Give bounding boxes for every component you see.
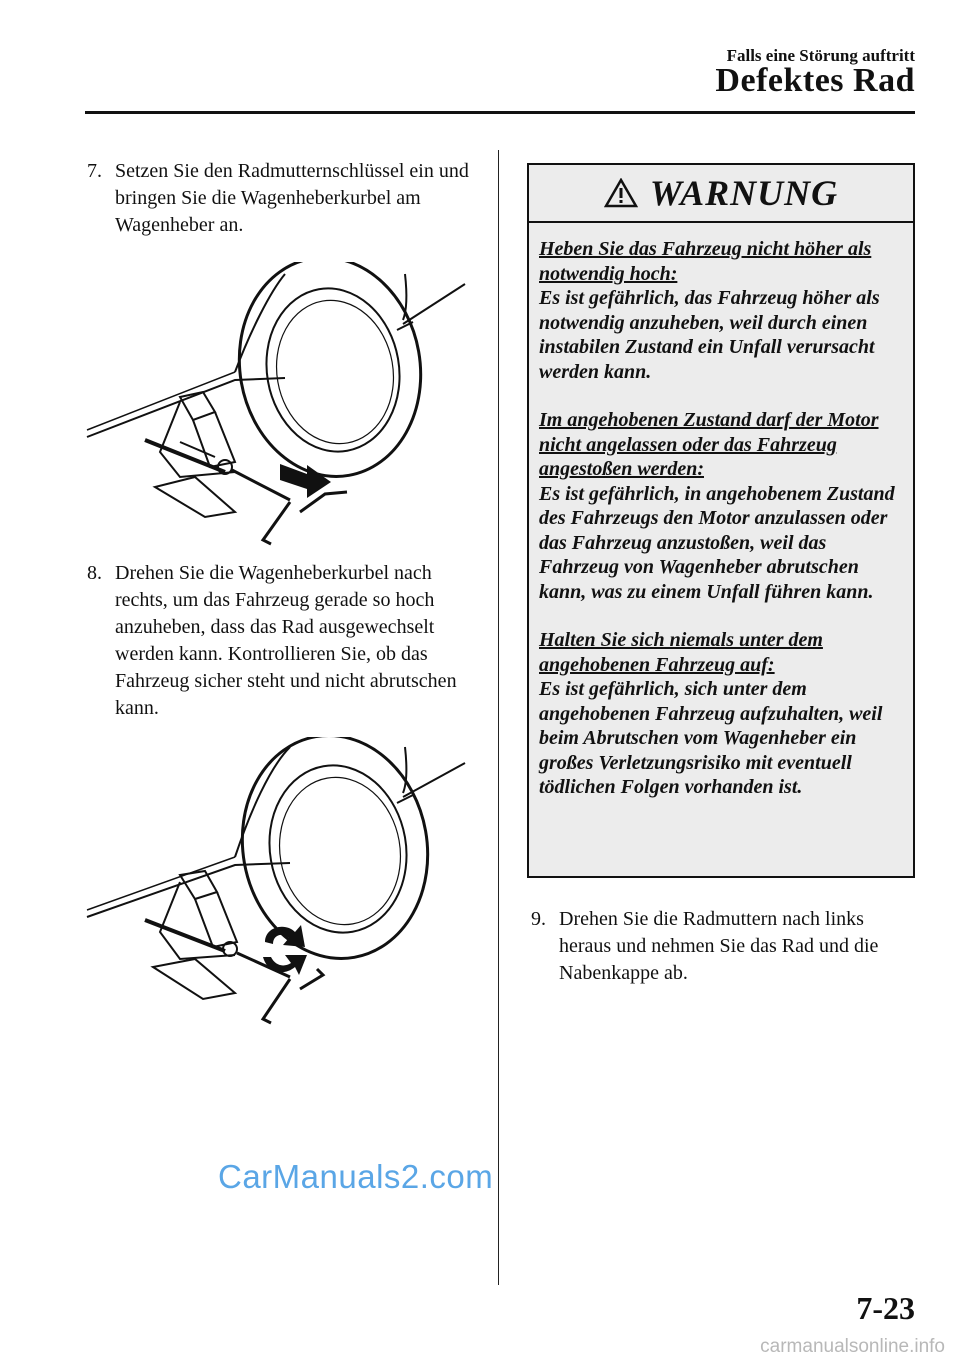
warning-body bbox=[529, 223, 913, 800]
warning-block bbox=[539, 628, 903, 800]
step-number: 7. bbox=[87, 160, 102, 182]
step-text: Drehen Sie die Wagenheberkurbel nach rechts, um das Fahrzeug gerade so hoch anzuheben, dass das Rad ausgewechselt werden kann. Kontrollieren Sie, ob das Fahrzeug sicher steht und nicht abrutschen kann. bbox=[115, 562, 457, 719]
warning-text: Es ist gefährlich, in angehobenem Zustand des Fahrzeugs den Motor anzulassen oder das Fahrzeug anzustoßen, weil das Fahrzeug von Wagenheber abrutschen kann, was zu einem Unfall führen kann. bbox=[539, 482, 895, 603]
warning-box bbox=[527, 163, 915, 878]
warning-heading: Halten Sie sich niemals unter dem angehobenen Fahrzeug auf: bbox=[539, 629, 823, 676]
step-8 bbox=[87, 560, 482, 722]
step-number: 8. bbox=[87, 562, 102, 584]
footer-link[interactable]: carmanualsonline.info bbox=[760, 1336, 945, 1357]
warning-block bbox=[539, 237, 903, 384]
warning-header bbox=[529, 165, 913, 223]
jack-handle-insert-illustration-icon bbox=[85, 262, 475, 562]
page-number: 7-23 bbox=[856, 1290, 915, 1326]
warning-triangle-icon bbox=[604, 178, 638, 208]
column-divider bbox=[498, 150, 499, 1285]
step-number: 9. bbox=[531, 908, 546, 930]
section-label: Falls eine Störung auftritt bbox=[726, 46, 915, 65]
warning-title: WARNUNG bbox=[649, 173, 839, 213]
page-title: Defektes Rad bbox=[715, 62, 915, 99]
header-divider bbox=[85, 111, 915, 114]
warning-block bbox=[539, 408, 903, 604]
watermark-link[interactable]: CarManuals2.com bbox=[218, 1158, 494, 1195]
warning-text: Es ist gefährlich, das Fahrzeug höher als notwendig anzuheben, weil durch einen instabilen Zustand ein Unfall verursacht werden kann. bbox=[539, 287, 880, 383]
step-text: Drehen Sie die Radmuttern nach links heraus und nehmen Sie das Rad und die Nabenkappe ab. bbox=[559, 908, 879, 984]
jack-raise-rotation-illustration-icon bbox=[85, 737, 475, 1037]
step-text: Setzen Sie den Radmutternschlüssel ein und bringen Sie die Wagenheberkurbel am Wagenheber an. bbox=[115, 160, 469, 236]
warning-heading: Heben Sie das Fahrzeug nicht höher als notwendig hoch: bbox=[539, 238, 872, 285]
step-9 bbox=[531, 906, 921, 987]
warning-heading: Im angehobenen Zustand darf der Motor nicht angelassen oder das Fahrzeug angestoßen werden: bbox=[539, 409, 879, 480]
step-7 bbox=[87, 158, 482, 239]
warning-text: Es ist gefährlich, sich unter dem angehobenen Fahrzeug aufzuhalten, weil beim Abrutschen vom Wagenheber ein großes Verletzungsrisiko mit eventuell tödlichen Folgen vorhanden ist. bbox=[539, 678, 883, 798]
